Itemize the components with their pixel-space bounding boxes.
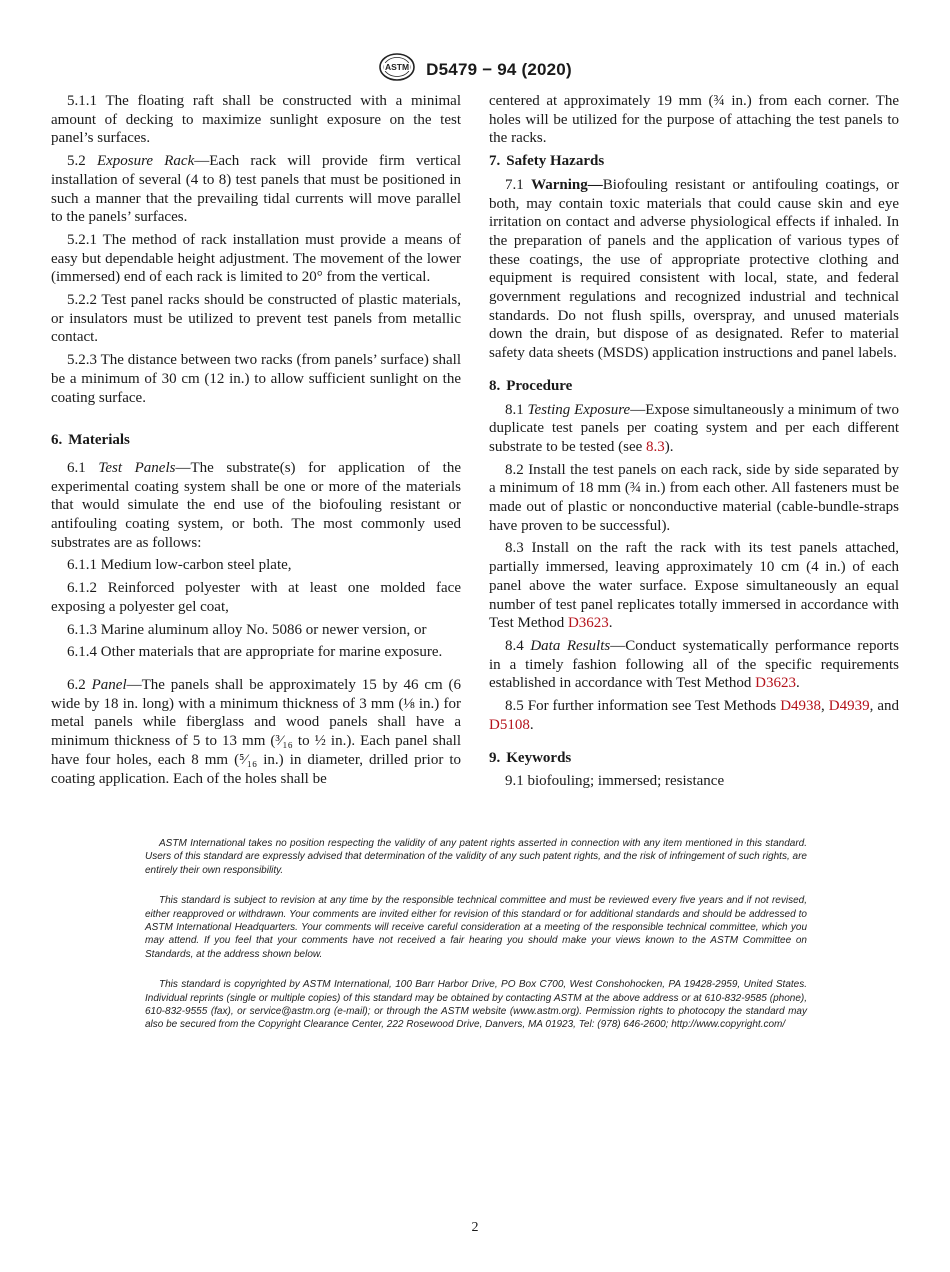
- svg-text:ASTM: ASTM: [385, 62, 410, 73]
- right-column: [489, 92, 899, 795]
- paragraph-8-1: 8.1 Testing Exposure—Expose simultaneously a minimum of two duplicate test panels per coating system and per each different substrate to be tested (see 8.3).: [489, 401, 899, 455]
- section-heading-keywords: 9. Keywords: [489, 749, 572, 766]
- footnote-patent-rights: ASTM International takes no position respecting the validity of any patent rights asserted in connection with any item mentioned in this standard. Users of this standard are expressly advised that determination of the validity of any such patent rights, and the risk of infringement of such rights, are entirely their own responsibility.: [145, 838, 807, 876]
- paragraph-8-4: 8.4 Data Results—Conduct systematically performance reports in a timely fashion following all of the specific requirements established in accordance with Test Method D3623.: [489, 637, 900, 692]
- reference-link-8-3[interactable]: 8.3: [646, 438, 665, 455]
- page-header: [0, 52, 950, 87]
- footnote-revision-notice: This standard is subject to revision at any time by the responsible technical committee and must be reviewed every five years and if not revised, either reapproved or withdrawn. Your comments are invited either for revision of this standard or for additional standards and should be addressed to ASTM International Headquarters. Your comments will receive careful consideration at a meeting of the responsible technical committee, which you may attend. If you feel that your comments have not received a fair hearing you should make your views known to the ASTM Committee on Standards, at the address shown below.: [145, 895, 807, 960]
- paragraph-7-1: 7.1 Warning—Biofouling resistant or antifouling coatings, or both, may contain toxic materials that could cause skin and eye irritation on contact and adverse physiological effects if inhaled. In the preparation of panels and the application of various types of these coatings, the use of appropriate protective clothing and equipment is required consistent with local, state, and federal government regulations and recognized industrial and technical standards. Do not flush spills, overspray, and unused materials down the drain, but dispose of as designated. Refer to material safety data sheets (MSDS) application instructions and panel labels.: [489, 176, 900, 362]
- left-column: [51, 92, 461, 792]
- reference-link-d3623[interactable]: D3623: [755, 675, 796, 692]
- reference-link-d5108[interactable]: D5108: [489, 716, 530, 733]
- paragraph-5-2: 5.2 Exposure Rack—Each rack will provide firm vertical installation of several (4 to 8) test panels that must be positioned in such a manner that the prevailing tidal currents will move parallel to the panels’ surfaces.: [51, 153, 461, 226]
- reference-link-d3623[interactable]: D3623: [567, 615, 609, 632]
- section-heading-materials: 6. Materials: [51, 432, 130, 449]
- legal-footnotes: [145, 837, 807, 1049]
- paragraph-5-2-1: 5.2.1 The method of rack installation must provide a means of easy but dependable height adjustment. The movement of the lower (immersed) end of each rack is limited to 20° from the vertical.: [51, 231, 461, 286]
- paragraph-5-2-2: 5.2.2 Test panel racks should be constructed of plastic materials, or insulators must be utilized to prevent test panels from metallic contact.: [51, 292, 461, 346]
- reference-link-d4939[interactable]: D4939: [828, 698, 870, 715]
- paragraph-6-1-4: 6.1.4 Other materials that are appropriate for marine exposure.: [67, 644, 443, 661]
- paragraph-6-1-3: 6.1.3 Marine aluminum alloy No. 5086 or newer version, or: [67, 621, 427, 638]
- paragraph-6-2-continued: centered at approximately 19 mm (¾ in.) from each corner. The holes will be utilized for the purpose of attaching the test panels to the racks.: [489, 93, 899, 147]
- paragraph-6-2: 6.2 Panel—The panels shall be approximately 15 by 46 cm (6 wide by 18 in. long) with a minimum thickness of 3 mm (⅛ in.) for metal panels while fiberglass and wood panels shall have a minimum thickness of 5 to 13 mm (³⁄₁₆ to ½ in.). Each panel shall have four holes, each 8 mm (⁵⁄₁₆ in.) in diameter, drilled prior to coating application. Each of the holes shall be: [51, 676, 462, 787]
- paragraph-8-3: 8.3 Install on the raft the rack with its test panels attached, partially immersed, leaving approximately 10 cm (4 in.) of each panel above the water surface. Expose simultaneously an equal number of test panel replicates totally immersed in accordance with Test Method D3623.: [489, 540, 899, 632]
- paragraph-6-1: 6.1 Test Panels—The substrate(s) for application of the experimental coating system shall be one or more of the materials that would simulate the end use of the biofouling resistant or antifouling coating system, or both. The most commonly used substrates are as follows:: [51, 459, 461, 551]
- page-number: 2: [471, 1220, 479, 1235]
- paragraph-5-2-3: 5.2.3 The distance between two racks (from panels’ surface) shall be a minimum of 30 cm (12 in.) to allow sufficient sunlight on the coating surface.: [51, 352, 461, 406]
- paragraph-6-1-1: 6.1.1 Medium low-carbon steel plate,: [67, 557, 292, 574]
- reference-link-d4938[interactable]: D4938: [780, 698, 822, 715]
- section-heading-procedure: 8. Procedure: [489, 377, 573, 394]
- paragraph-8-5: 8.5 For further information see Test Methods D4938, D4939, and D5108.: [489, 698, 899, 733]
- paragraph-8-2: 8.2 Install the test panels on each rack, side by side separated by a minimum of 18 mm (¾ in.) from each other. All fasteners must be made out of plastic or nonconductive material (cable-bundle-straps have proven to be successful).: [489, 461, 899, 534]
- footnote-copyright: This standard is copyrighted by ASTM International, 100 Barr Harbor Drive, PO Box C700, West Conshohocken, PA 19428-2959, United States. Individual reprints (single or multiple copies) of this standard may be obtained by contacting ASTM at the above address or at 610-832-9585 (phone), 610-832-9555 (fax), or service@astm.org (e-mail); or through the ASTM website (www.astm.org). Permission rights to photocopy the standard may also be secured from the Copyright Clearance Center, 222 Rosewood Drive, Danvers, MA 01923, Tel: (978) 646-2600; http://www.copyright.com/: [145, 979, 807, 1031]
- paragraph-6-1-2: 6.1.2 Reinforced polyester with at least one molded face exposing a polyester gel coat,: [51, 580, 461, 615]
- paragraph-5-1-1: 5.1.1 The floating raft shall be constructed with a minimal amount of decking to maximize sunlight exposure on the test panel’s surfaces.: [51, 93, 461, 147]
- paragraph-9-1: 9.1 biofouling; immersed; resistance: [505, 773, 725, 790]
- astm-logo-icon: [378, 52, 416, 87]
- section-heading-safety-hazards: 7. Safety Hazards: [489, 153, 605, 170]
- standard-designation: D5479 − 94 (2020): [426, 59, 572, 79]
